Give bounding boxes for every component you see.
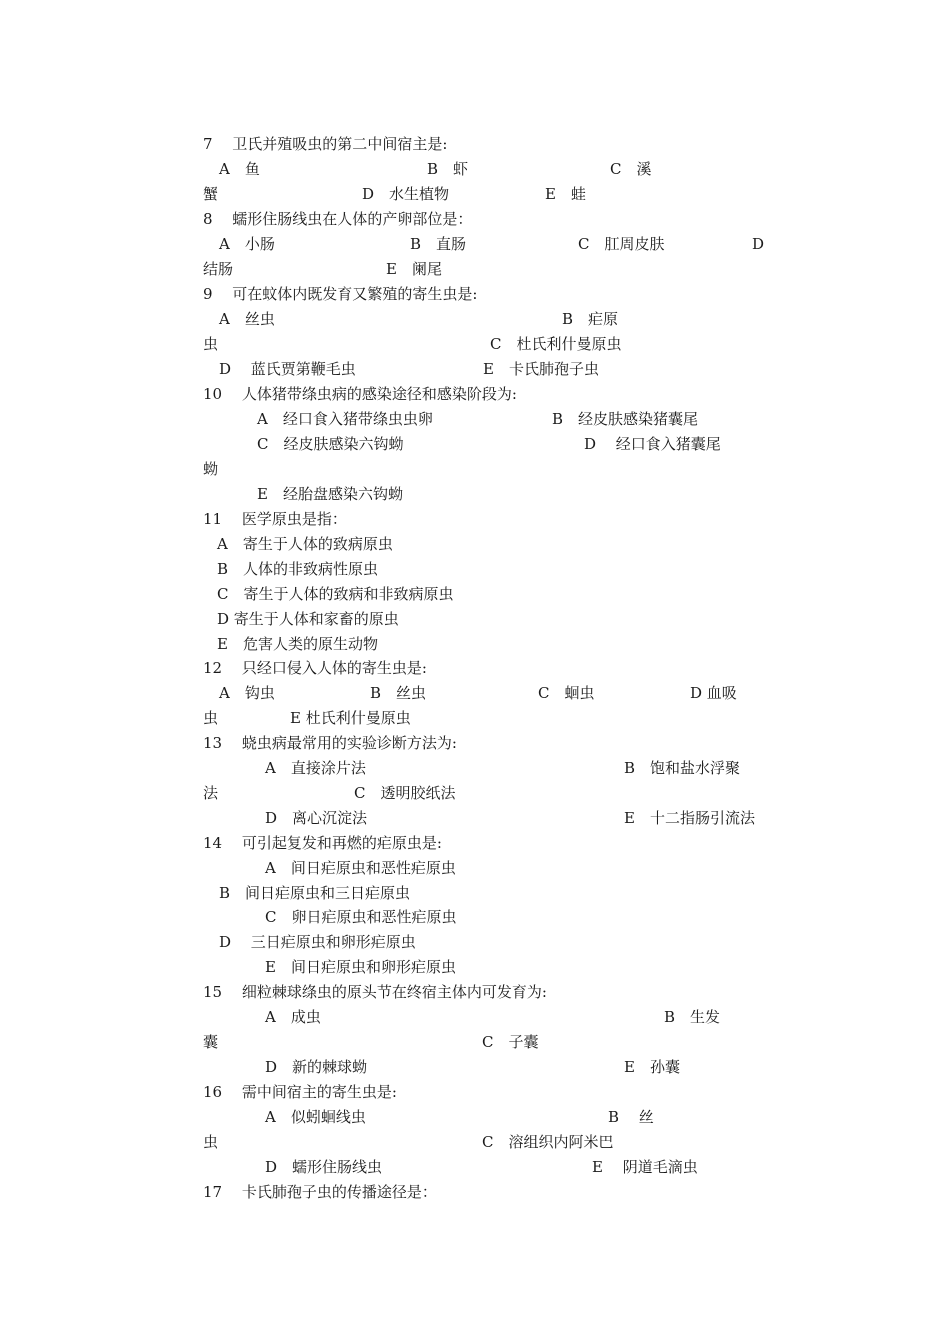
q13-option-b: B 饱和盐水浮聚	[624, 759, 741, 777]
q9-option-b-continuation: 虫	[203, 335, 219, 353]
q16-option-a: A 似蚓蛔线虫	[265, 1108, 366, 1126]
q8-option-b: B 直肠	[410, 235, 467, 253]
q12-option-c: C 蛔虫	[538, 684, 595, 702]
q14-option-d: D 三日疟原虫和卵形疟原虫	[219, 933, 416, 951]
question-8: 8 蠕形住肠线虫在人体的产卵部位是：	[203, 210, 473, 228]
q16-option-d: D 蠕形住肠线虫	[265, 1158, 383, 1176]
q9-option-b: B 疟原	[562, 310, 619, 328]
q12-option-e: E 杜氏利什曼原虫	[290, 709, 411, 727]
question-13: 13 蛲虫病最常用的实验诊断方法为:	[203, 734, 457, 752]
q13-option-e: E 十二指肠引流法	[624, 809, 755, 827]
q13-option-d: D 离心沉淀法	[265, 809, 368, 827]
q8-option-d: D	[752, 235, 765, 253]
q15-option-e: E 孙囊	[624, 1058, 680, 1076]
q15-option-a: A 成虫	[265, 1008, 321, 1026]
q8-option-d-continuation: 结肠	[203, 260, 234, 278]
q10-option-c: C 经皮肤感染六钩蚴	[257, 435, 404, 453]
question-15: 15 细粒棘球绦虫的原头节在终宿主体内可发育为:	[203, 983, 547, 1001]
q15-option-d: D 新的棘球蚴	[265, 1058, 368, 1076]
q11-option-c: C 寄生于人体的致病和非致病原虫	[217, 585, 454, 603]
q9-option-a: A 丝虫	[219, 310, 275, 328]
question-10: 10 人体猪带绦虫病的感染途径和感染阶段为:	[203, 385, 517, 403]
q10-option-d-continuation: 蚴	[203, 460, 219, 478]
q14-option-e: E 间日疟原虫和卵形疟原虫	[265, 958, 456, 976]
q8-option-a: A 小肠	[219, 235, 275, 253]
q15-option-b: B 生发	[664, 1008, 721, 1026]
question-17: 17 卡氏肺孢子虫的传播途径是：	[203, 1183, 437, 1201]
q10-option-e: E 经胎盘感染六钩蚴	[257, 485, 403, 503]
q12-option-d-continuation: 虫	[203, 709, 219, 727]
q7-option-c-continuation: 蟹	[203, 185, 219, 203]
q8-option-c: C 肛周皮肤	[578, 235, 665, 253]
q13-option-a: A 直接涂片法	[265, 759, 366, 777]
q7-option-c: C 溪	[610, 160, 652, 178]
q10-option-b: B 经皮肤感染猪囊尾	[552, 410, 699, 428]
question-12: 12 只经口侵入人体的寄生虫是:	[203, 659, 427, 677]
q16-option-c: C 溶组织内阿米巴	[482, 1133, 614, 1151]
q11-option-a: A 寄生于人体的致病原虫	[217, 535, 393, 553]
question-14: 14 可引起复发和再燃的疟原虫是:	[203, 834, 442, 852]
q10-option-d: D 经口食入猪囊尾	[584, 435, 721, 453]
q11-option-b: B 人体的非致病性原虫	[217, 560, 379, 578]
q7-option-a: A 鱼	[219, 160, 260, 178]
q14-option-c: C 卵日疟原虫和恶性疟原虫	[265, 908, 457, 926]
q16-option-e: E 阴道毛滴虫	[592, 1158, 698, 1176]
q13-option-b-continuation: 法	[203, 784, 219, 802]
question-16: 16 需中间宿主的寄生虫是:	[203, 1083, 397, 1101]
q11-option-d: D 寄生于人体和家畜的原虫	[217, 610, 399, 628]
q9-option-e: E 卡氏肺孢子虫	[483, 360, 599, 378]
q12-option-b: B 丝虫	[370, 684, 427, 702]
q15-option-c: C 子囊	[482, 1033, 539, 1051]
q8-option-e: E 阑尾	[386, 260, 442, 278]
question-9: 9 可在蚊体内既发育又繁殖的寄生虫是:	[203, 285, 478, 303]
q13-option-c: C 透明胶纸法	[354, 784, 456, 802]
q12-option-a: A 钩虫	[219, 684, 275, 702]
q14-option-a: A 间日疟原虫和恶性疟原虫	[265, 859, 456, 877]
q10-option-a: A 经口食入猪带绦虫虫卵	[257, 410, 433, 428]
q11-option-e: E 危害人类的原生动物	[217, 635, 378, 653]
q12-option-d: D 血吸	[690, 684, 737, 702]
q14-option-b: B 间日疟原虫和三日疟原虫	[219, 884, 411, 902]
q9-option-d: D 蓝氏贾第鞭毛虫	[219, 360, 356, 378]
q9-option-c: C 杜氏利什曼原虫	[490, 335, 622, 353]
question-7: 7 卫氏并殖吸虫的第二中间宿主是:	[203, 135, 448, 153]
q7-option-e: E 蛙	[545, 185, 586, 203]
q16-option-b: B 丝	[608, 1108, 654, 1126]
q7-option-b: B 虾	[427, 160, 469, 178]
q16-option-b-continuation: 虫	[203, 1133, 219, 1151]
q7-option-d: D 水生植物	[362, 185, 450, 203]
q15-option-b-continuation: 囊	[203, 1033, 219, 1051]
question-11: 11 医学原虫是指：	[203, 510, 347, 528]
